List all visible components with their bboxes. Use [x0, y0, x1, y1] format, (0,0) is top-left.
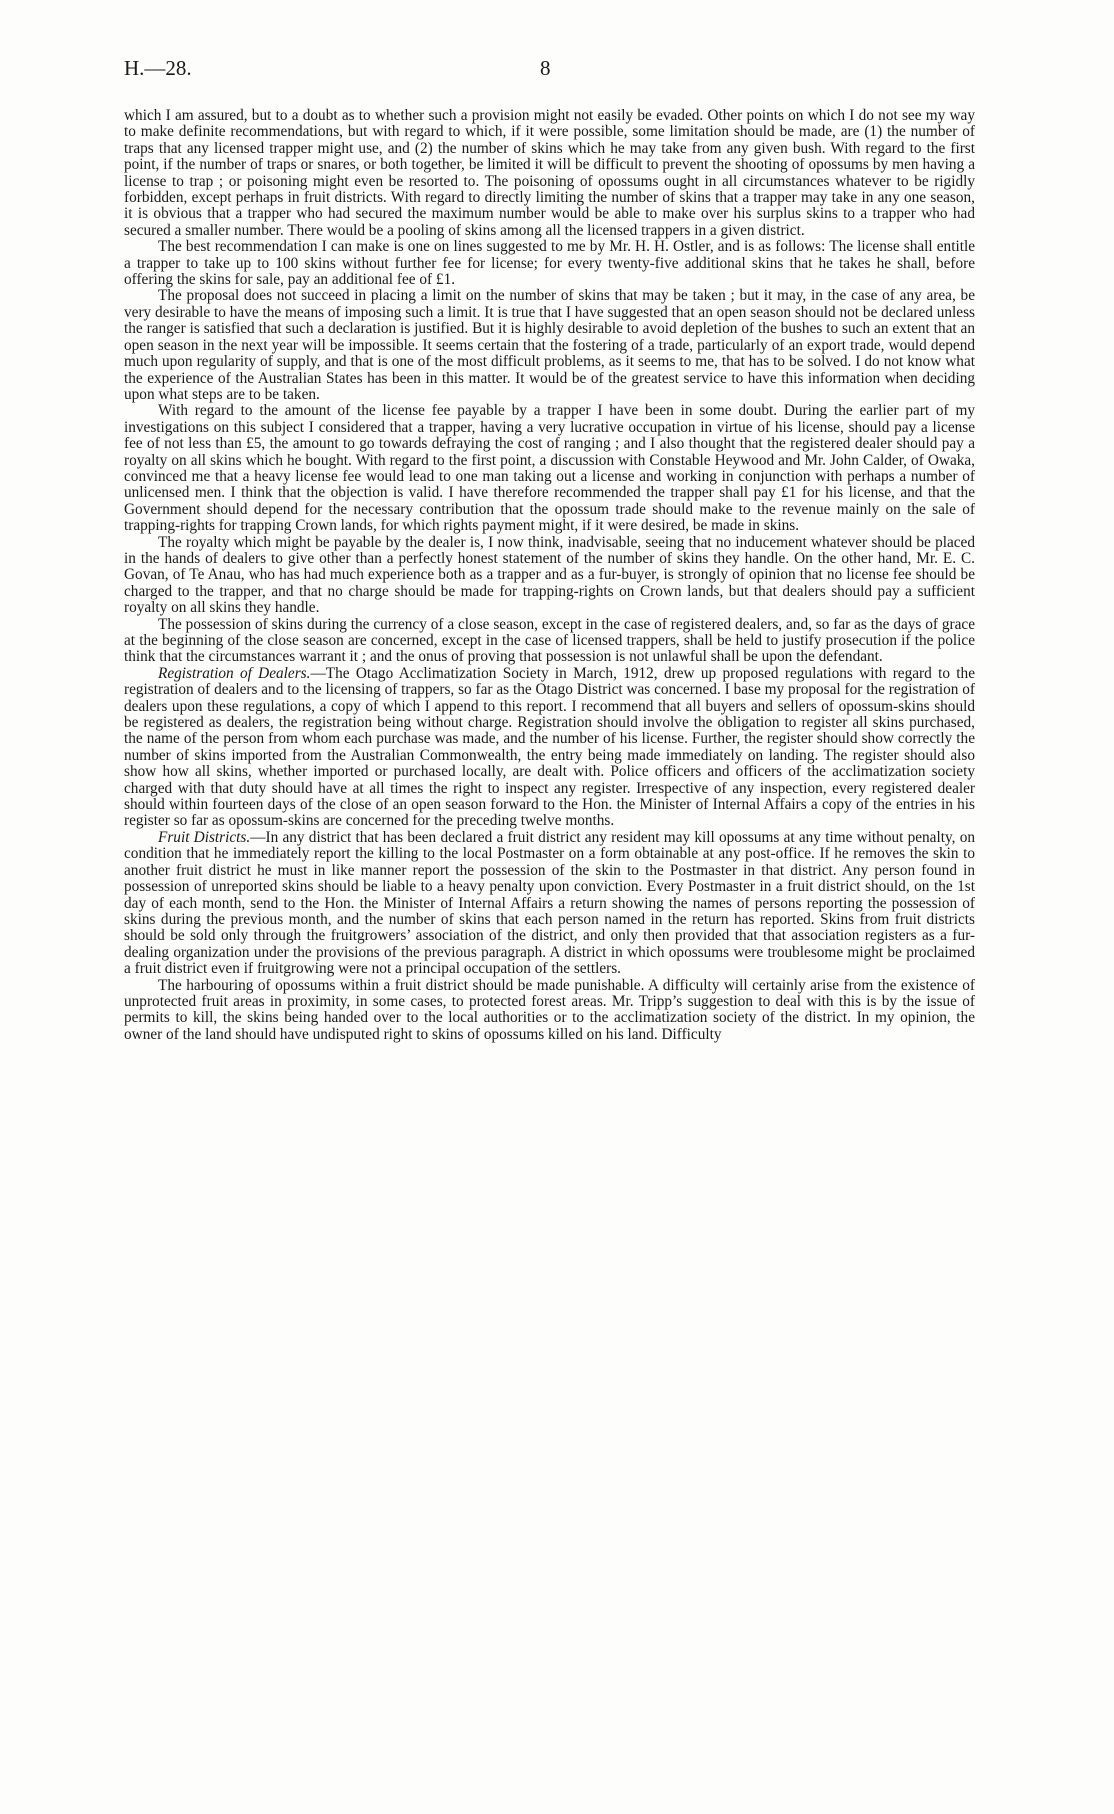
paragraph: The proposal does not succeed in placing a limit on the number of skins that may be taken ; but it may, in the case of any area, be very desirable to have the means of imposing such a limit. It is true that I have suggested that an open season should not be declared unless the ranger is satisfied that such a declaration is justified. But it is highly desirable to avoid depletion of the bushes to such an extent that an open season in the next year will be impossible. It seems certain that the fostering of a trade, particularly of an export trade, would depend much upon regularity of supply, and that is one of the most difficult problems, as it seems to me, that has to be solved. I do not know what the experience of the Australian States has been in this matter. It would be of the greatest service to have this information when deciding upon what steps are to be taken.: [124, 287, 975, 403]
page-number: 8: [540, 56, 551, 80]
paragraph: The harbouring of opossums within a fruit district should be made punishable. A difficulty will certainly arise from the existence of unprotected fruit areas in proximity, in some cases, to protected forest areas. Mr. Tripp’s suggestion to deal with this is by the issue of permits to kill, the skins being handed over to the local authorities or to the acclimatization society of the district. In my opinion, the owner of the land should have undisputed right to skins of opossums killed on his land. Difficulty: [124, 976, 975, 1043]
paragraph: which I am assured, but to a doubt as to whether such a provision might not easily be evaded. Other points on which I do not see my way to make definite recommendations, but with regard to which, if it were possible, some limitation should be made, are (1) the number of traps that any licensed trapper might use, and (2) the number of skins which he may take from any given bush. With regard to the first point, if the number of traps or snares, or both together, be limited it will be difficult to prevent the shooting of opossums by men having a license to trap ; or poisoning might even be resorted to. The poisoning of opossums ought in all circumstances whatever to be rigidly forbidden, except perhaps in fruit districts. With regard to directly limiting the number of skins that a trapper may take in any one season, it is obvious that a trapper who had secured the maximum number would be able to make over his surplus skins to a trapper who had secured a smaller number. There would be a pooling of skins among all the licensed trappers in a given district.: [124, 107, 975, 239]
paragraph: With regard to the amount of the license fee payable by a trapper I have been in some doubt. During the earlier part of my investigations on this subject I considered that a trapper, having a very lucrative occupation in virtue of his license, should pay a license fee of not less than £5, the amount to go towards defraying the cost of ranging ; and I also thought that the registered dealer should pay a royalty on all skins which he bought. With regard to the first point, a discussion with Constable Heywood and Mr. John Calder, of Owaka, convinced me that a heavy license fee would lead to one man taking out a license and working in conjunction with perhaps a number of unlicensed men. I think that the objection is valid. I have therefore recommended the trapper shall pay £1 for his license, and that the Government should depend for the necessary contribution that the opossum trade should make to the revenue mainly on the sale of trapping-rights for trapping Crown lands, for which rights payment might, if it were desired, be made in skins.: [124, 402, 975, 535]
paragraph-text: —The Otago Acclimatization Society in March, 1912, drew up proposed regulations with regard to the registration of dealers and to the licensing of trappers, so far as the Otago District was concerned. I base my proposal for the registration of dealers upon these regulations, a copy of which I append to this report. I recommend that all buyers and sellers of opossum-skins should be registered as dealers, the registration being without charge. Registration should involve the obligation to register all skins purchased, the name of the person from whom each purchase was made, and the number of his license. Further, the register should show correctly the number of skins imported from the Australian Commonwealth, the entry being made immediately on landing. The register should also show how all skins, whether imported or purchased locally, are dealt with. Police officers and officers of the acclimatization society charged with that duty should have at all times the right to inspect any register. Irrespective of any inspection, every registered dealer should within fourteen days of the close of an open season forward to the Hon. the Minister of Internal Affairs a copy of the entries in his register so far as opossum-skins are concerned for the preceding twelve months.: [124, 664, 975, 830]
paragraph: The possession of skins during the currency of a close season, except in the case of registered dealers, and, so far as the days of grace at the beginning of the close season are concerned, except in the case of licensed trappers, shall be held to justify prosecution if the police think that the circumstances warrant it ; and the onus of proving that possession is not unlawful shall be upon the defendant.: [124, 615, 975, 666]
paragraph-registration-of-dealers: [124, 666, 975, 830]
section-heading: Fruit Districts.: [158, 828, 251, 846]
body-text: [124, 108, 975, 1043]
section-heading: Registration of Dealers.: [158, 664, 311, 682]
paragraph-text: —In any district that has been declared a fruit district any resident may kill opossums at any time without penalty, on condition that he immediately report the killing to the local Postmaster on a form obtainable at any post-office. If he removes the skin to another fruit district he must in like manner report the possession of the skin to the Postmaster in that district. Any person found in possession of unreported skins should be liable to a heavy penalty upon conviction. Every Postmaster in a fruit district should, on the 1st day of each month, send to the Hon. the Minister of Internal Affairs a return showing the names of persons reporting the possession of skins during the previous month, and the number of skins that each person named in the return has reported. Skins from fruit districts should be sold only through the fruitgrowers’ association of the district, and only then provided that that association registers as a fur-dealing organization under the provisions of the previous paragraph. A district in which opossums were troublesome might be proclaimed a fruit district even if fruitgrowing were not a principal occupation of the settlers.: [124, 828, 975, 978]
document-id: H.—28.: [124, 56, 192, 80]
paragraph: The best recommendation I can make is one on lines suggested to me by Mr. H. H. Ostler, and is as follows: The license shall entitle a trapper to take up to 100 skins without further fee for license; for every twenty-five additional skins that he takes he shall, before offering the skins for sale, pay an additional fee of £1.: [124, 238, 975, 289]
paragraph: The royalty which might be payable by the dealer is, I now think, inadvisable, seeing that no inducement whatever should be placed in the hands of dealers to give other than a perfectly honest statement of the number of skins they handle. On the other hand, Mr. E. C. Govan, of Te Anau, who has had much experience both as a trapper and as a fur-buyer, is strongly of opinion that no license fee should be charged to the trapper, and that no charge should be made for trapping-rights on Crown lands, but that dealers should pay a sufficient royalty on all skins they handle.: [124, 533, 975, 617]
paragraph-fruit-districts: [124, 830, 975, 978]
